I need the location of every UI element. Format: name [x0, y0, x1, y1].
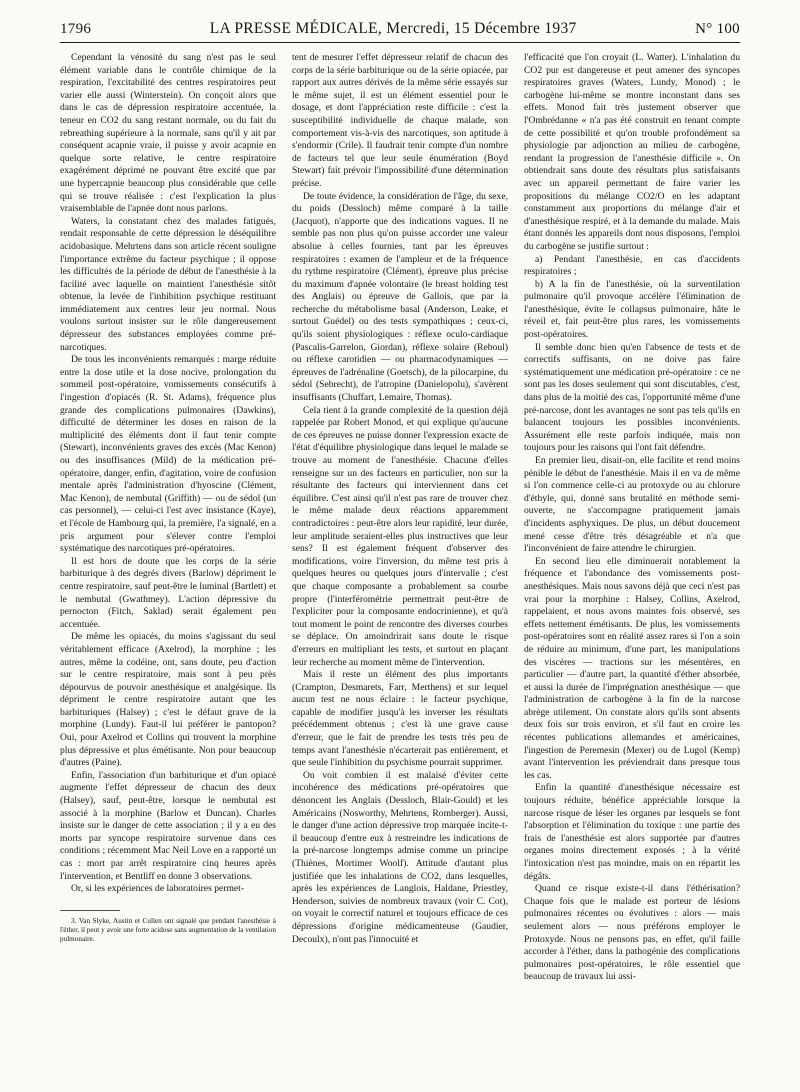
paragraph: b) A la fin de l'anesthésie, où la surventilation pulmonaire qu'il provoque accélère l'élimination de l'anesthésique, évite le collapsus pulmonaire, hâte le réveil et, fait peut-être plus rares, les vomissements post-opératoires.: [524, 278, 740, 341]
paragraph: Or, si les expériences de laboratoires permet-: [71, 883, 245, 895]
paragraph: De même les opiacés, du moins s'agissant du seul véritablement efficace (Axelrod), la morphine ; les autres, même la codéine, ont, sans doute, peu d'action sur le centre respiratoire, mais sont à peu près dépourvus de pouvoir anesthésique et analgésique. Ils dépriment le centre respiratoire autant que les barbituriques (Halsey) ; c'est le défaut grave de la morphine (Lundy). Faut-il lui préférer le pantopon? Oui, pour Axelrod et Collins qui trouvent la morphine plus dépressive et plus émétisante. Non pour beaucoup d'autres (Paine).: [60, 631, 276, 769]
page-header: [60, 20, 740, 42]
column-2: [292, 52, 508, 1092]
paragraph: Cela tient à la grande complexité de la question déjà rappelée par Robert Monod, et qui explique qu'aucune de ces épreuves ne puisse donner l'expression exacte de l'état d'équilibre physiologique dans lequel le malade se trouve au moment de l'anesthésie. Chacune d'elles renseigne sur un des facteurs en particulier, non sur la résultante des facteurs qui interviennent dans cet équilibre. C'est ainsi qu'il n'est pas rare de trouver chez le même malade deux réactions apparemment contradictoires : peut-être alors leur rapidité, leur durée, leur amplitude seraient-elles plus instructives que leur sens? Il est également fréquent d'observer des modifications, voire l'inversion, du même test pris à quelques heures ou quelques jours d'intervalle ; c'est que chaque composante a probablement sa courbe propre (l'interférométrie permettrait peut-être de l'expliciter pour la composante endocrinienne), et qu'à tout moment le point de rencontre des diverses courbes se déplace. On amoindrirait sans doute le risque d'erreurs en multipliant les tests, et surtout en plaçant leur recherche au moment même de l'intervention.: [292, 404, 508, 668]
paragraph: tent de mesurer l'effet dépresseur relatif de chacun des corps de la série barbiturique ou de la série opiacée, par rapport aux autres dérivés de la même série essayés sur le même sujet, il est un élément essentiel pour le dosage, et dont l'appréciation reste difficile : c'est la susceptibilité individuelle de chaque malade, son comportement vis-à-vis des narcotiques, son aptitude à s'endormir (Crile). Il faudrait tenir compte d'un nombre de facteurs tel que leur seule énumération (Boyd Stewart) fait prévoir l'impossibilité d'une détermination précise.: [292, 52, 508, 189]
paragraph: Enfin la quantité d'anesthésique nécessaire est toujours réduite, bénéfice appréciable lorsque la narcose risque de léser les organes par lesquels se font l'absorption et l'élimination du toxique : une partie des frais de l'anesthésie est alors supportée par d'autres organes moins directement exposés ; à la vérité l'intoxication n'est pas moindre, mais on en répartit les dégâts.: [524, 782, 740, 882]
page-number: 1796: [60, 21, 92, 37]
paragraph: a) Pendant l'anesthésie, en cas d'accidents respiratoires ;: [524, 253, 740, 278]
issue-number: N° 100: [695, 21, 740, 37]
paragraph: l'efficacité que l'on croyait (L. Watter). L'inhalation du CO2 pur est dangereuse et peut amener des syncopes respiratoires graves (Waters, Lundy, Monod) ; le carbogène lui-même se montre inconstant dans ses effets. Monod fait très justement observer que l'Ombrédanne « n'a pas été construit en tenant compte de cette possibilité et qu'on trouble profondément sa physiologie par adjonction au milieu de carbogène, rendant la progression de l'anesthésie difficile ». On obtiendrait sans doute des résultats plus satisfaisants avec un appareil permettant de faire varier les propositions du mélange CO2/O en les adaptant constamment aux proportions du mélange d'air et d'anesthésique respiré, et à la demande du malade. Mais étant donnés les appareils dont nous disposons, l'emploi du carbogène se justifie surtout :: [524, 52, 740, 252]
column-3: [524, 52, 740, 1092]
paragraph: Cependant la vénosité du sang n'est pas le seul élément variable dans le contrôle chimique de la respiration, l'excitabilité des centres respiratoires peut varier elle aussi (Wintersteín). On conçoit alors que dans le cas de dépression respiratoire accentuée, la teneur en CO2 du sang restant normale, ou du fait du rebreathing supérieure à la normale, sans qu'il y ait par conséquent acapnie vraie, il puisse y avoir acapnie en quelque sorte relative, le centre respiratoire exagérément déprimé ne pouvant être excité que par une hypercapnie beaucoup plus considérable que celle qui se trouve réalisée : c'est l'explication la plus vraisemblable de l'apnée dont nous parlons.: [60, 52, 276, 215]
paragraph: De tous les inconvénients remarqués : marge réduite entre la dose utile et la dose nocive, prolongation du sommeil post-opératoire, vomissements consécutifs à l'ingestion d'opiacés (R. St. Adams), fréquence plus grande des complications pulmonaires (Dawkins), difficulté de déterminer les doses en raison de la multiplicité des éléments dont il faut tenir compte (Stewart), inconvénients graves des excès (Mac Kenon) ou des insuffisances (Mild) de la médication pré-opératoire, danger, enfin, d'agitation, voire de confusion mentale après l'administration d'hyoscine (Clément, Mac Kenon), de nembutal (Griffith) — ou de sédol (un cas personnel), — celui-ci l'est avec insistance (Kaye), et l'école de Hambourg qui, la première, l'a signalé, en a pris argument pour s'élever contre l'emploi systématique des narcotiques pré-opératoires.: [60, 354, 276, 555]
header-rule: [60, 42, 740, 43]
journal-title: LA PRESSE MÉDICALE, Mercredi, 15 Décembre 1937: [209, 20, 577, 37]
paragraph: De toute évidence, la considération de l'âge, du sexe, du poids (Dessloch) même comparé à la taille (Jacquot), n'apporte que des indications vagues. Il ne semble pas non plus qu'on puisse accorder une valeur absolue à celles fournies, tant par les épreuves respiratoires : examen de l'ampleur et de la fréquence du rythme respiratoire (Clément), épreuve plus précise du maximum d'apnée volontaire (le breast holding test des Anglais) ou épreuve de Gallois, que par la recherche du métabolisme basal (Anderson, Leake, et surtout Guédel) ou des tests sympathiques ; ceux-ci, qu'ils soient physiologiques : réflexe oculo-cardiaque (Pascalis-Garrelon, Giordan), réflexe solaire (Reboul) ou réflexe carotidien — ou pharmacodynamiques — épreuves de l'adrénaline (Goetsch), de la pilocarpine, du sédol (Sebrecht), de l'atropine (Danielopolu), s'avèrent insuffisants (Chuffart, Lemaire, Thomas).: [292, 190, 508, 404]
paragraph: Il semble donc bien qu'en l'absence de tests et de correctifs suffisants, on ne doive pas faire systématiquement une médication pré-opératoire : ce ne sont pas les doses seulement qui sont discutables, c'est, dans plus de la moitié des cas, l'opportunité même d'une pré-narcose, dont les avantages ne sont pas tels qu'ils en balancent toujours les possibles inconvénients. Assurément elle reste parfois indiquée, mais non toujours pour les raisons qui l'ont fait défendre.: [524, 341, 740, 454]
paragraph: En premier lieu, disait-on, elle facilite et rend moins pénible le début de l'anesthésie. Mais il en va de même si l'on commence celle-ci au protoxyde ou au chlorure d'éthyle, qui, donné sans brutalité en méthode semi-ouverte, ne s'accompagne pratiquement jamais d'incidents asphyxiques. De plus, un début doucement mené cesse d'être très désagréable et n'a que l'inconvénient de faire attendre le chirurgien.: [524, 455, 740, 555]
paragraph: Quand ce risque existe-t-il dans l'éthérisation? Chaque fois que le malade est porteur de lésions pulmonaires récentes ou évolutives : alors — mais seulement alors — nous préférons employer le Protoxyde. Nous ne pensons pas, en effet, qu'il faille accorder à l'éther, dans la pathogénie des complications pulmonaires post-opératoires, le rôle essentiel que beaucoup de travaux lui assi-: [524, 883, 740, 983]
paragraph: On voit combien il est malaisé d'éviter cette incohérence des médications pré-opératoires que dénoncent les Anglais (Dessloch, Blair-Gould) et les Américains (Nosworthy, Mehrtens, Romberger). Aussi, le danger d'une action dépressive trop marquée incite-t-il beaucoup d'entre eux à restreindre les indications de la pré-narcose longtemps admise comme un principe (Thiènes, Mortimer Woolf). Attitude d'autant plus justifiée que les inhalations de CO2, dans lesquelles, après les expériences de Langlois, Haldane, Priestley, Henderson, suivies de nombreux travaux (voir C. Cot), on voyait le correctif naturel et toujours efficace de ces dépressions d'origine médicamenteuse (Gaudier, Decoulx), n'ont pas l'innocuité et: [292, 769, 508, 945]
paragraph: En second lieu elle diminuerait notablement la fréquence et l'abondance des vomissements post-anesthésiques. Mais nous savons déjà que ceci n'est pas vrai pour la morphine : Halsey, Collins, Axelrod, rappelaient, et nous avons maintes fois observé, ses effets nettement émétisants. De plus, les vomissements post-opératoires sont en réalité assez rares si l'on a soin de réduire au minimum, d'une part, les manipulations des viscères — tractions sur les mésentères, en particulier — d'autre part, la quantité d'éther absorbée, et aussi la durée de l'imprégnation anesthésique — que l'administration de carbogène à la fin de la narcose abrège utilement. On constate alors qu'ils sont absents deux fois sur trois environ, et s'il faut en croire les récentes publications allemandes et américaines, l'ingestion de Peremesin (Mexer) ou de Lugol (Kemp) avant l'intervention les préviendrait dans presque tous les cas.: [524, 555, 740, 781]
paragraph: Il est hors de doute que les corps de la série barbiturique à des degrés divers (Barlow) dépriment le centre respiratoire, sauf peut-être le luminal (Bartlett) et le nembutal (Gwathmey). L'action dépressive du pernocton (Fitch, Saklad) serait également peu accentuée.: [60, 555, 276, 630]
paragraph: Mais il reste un élément des plus importants (Crampton, Desmarets, Farr, Merthens) et sur lequel aucun test ne nous éclaire : le facteur psychique, capable de modifier jusqu'à les inverser les résultats précédemment obtenus ; c'est là une grave cause d'erreur, que le fait de prendre les tests très peu de temps avant l'anesthésie n'écarterait pas entièrement, et que seule l'inhibition du psychisme pourrait supprimer.: [292, 669, 508, 769]
paragraph: Enfin, l'association d'un barbiturique et d'un opiacé augmente l'effet dépresseur de chacun des deux (Halsey), sauf, peut-être, lorsque le nembutal est associé à la morphine (Barlow et Duncan). Charles insiste sur le danger de cette association ; il y a eu des morts par syncope respiratoire survenue dans ces conditions ; récemment Mac Neil Love en a rapporté un cas : mort par arrêt respiratoire cinq heures après l'intervention, et Bentliff en donne 3 observations.: [60, 769, 276, 882]
paragraph: Waters, la constatant chez des malades fatigués, rendait responsable de cette dépression le déséquilibre acidobasique. Mehrtens dans son article récent souligne l'importance extrême du facteur psychique ; il oppose les difficultés de la période de début de l'anesthésie à la facilité avec laquelle on maintient l'anesthésie sitôt obtenue, la levée de l'inhibition psychique restituant immédiatement aux centres leur jeu normal. Nous voulons surtout insister sur le rôle dangereusement dépresseur des substances employées comme pré-narcotiques.: [60, 215, 276, 353]
footnote: 3. Van Slyke, Austin et Cullen ont signalé que pendant l'anesthésie à l'éther, il peut y avoir une forte acidose sans augmentation de la ventilation pulmonaire.: [60, 916, 276, 944]
footnote-rule: [60, 910, 120, 911]
column-1: [60, 52, 276, 1052]
